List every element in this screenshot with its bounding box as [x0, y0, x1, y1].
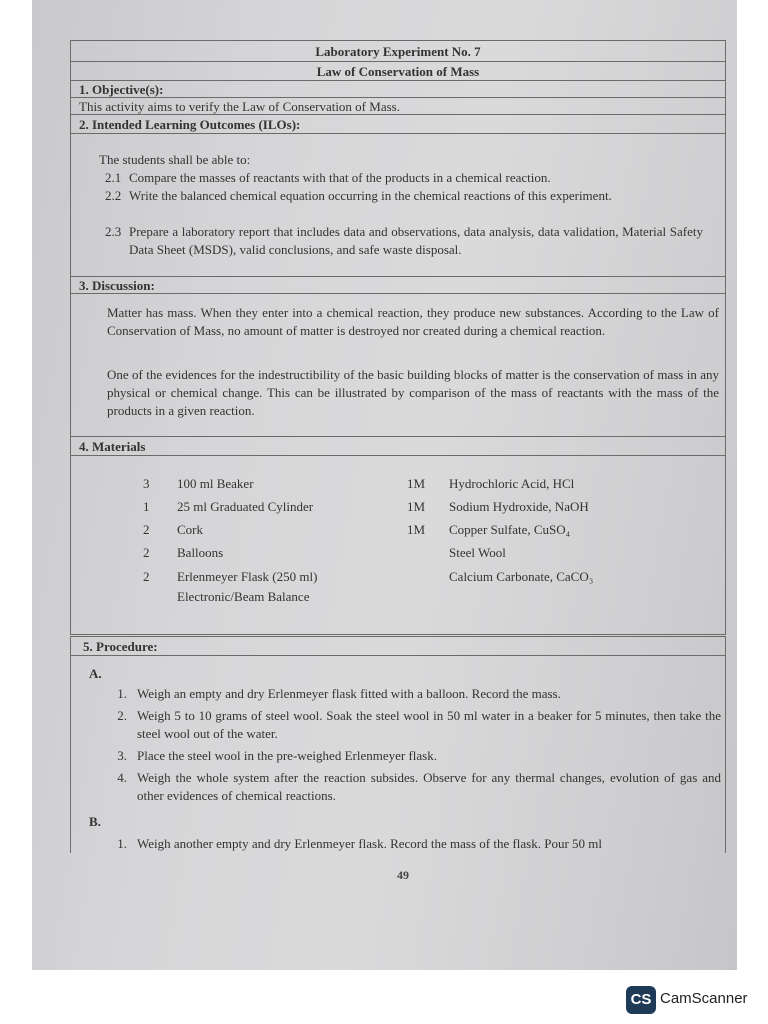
chemical-concentration: 1M [407, 499, 426, 514]
title-row-1 [70, 40, 726, 62]
ilo-number: 2.1 [105, 170, 122, 185]
materials-heading: 4. Materials [79, 439, 146, 454]
discussion-body-row [70, 293, 726, 437]
ilos-heading: 2. Intended Learning Outcomes (ILOs): [79, 117, 301, 132]
chemical-item: Sodium Hydroxide, NaOH [449, 499, 589, 514]
step-text: Weigh an empty and dry Erlenmeyer flask fitted with a balloon. Record the mass. [137, 686, 561, 701]
discussion-heading-row [70, 276, 726, 294]
chemical-item: Calcium Carbonate, CaCO₃ [449, 569, 594, 584]
step-text: Weigh another empty and dry Erlenmeyer flask. Record the mass of the flask. Pour 50 ml [137, 836, 603, 851]
material-item: Electronic/Beam Balance [177, 589, 310, 604]
ilos-heading-row [70, 114, 726, 134]
objectives-heading: 1. Objective(s): [79, 82, 164, 97]
chemical-item: Steel Wool [449, 545, 506, 560]
ilo-text: Write the balanced chemical equation occurring in the chemical reactions of this experiment. [129, 188, 612, 203]
camscanner-logo-icon: CS [626, 986, 656, 1014]
material-item: Erlenmeyer Flask (250 ml) [177, 569, 318, 584]
camscanner-watermark: CamScanner [660, 990, 748, 1007]
material-item: 100 ml Beaker [177, 476, 254, 491]
step-number: 2. [117, 708, 127, 723]
discussion-heading: 3. Discussion: [79, 278, 155, 293]
title-row-2 [70, 61, 726, 81]
ilo-text: Compare the masses of reactants with that of the products in a chemical reaction. [129, 170, 551, 185]
chemical-concentration: 1M [407, 476, 426, 491]
experiment-number: Laboratory Experiment No. 7 [315, 44, 481, 59]
chemical-item: Hydrochloric Acid, HCl [449, 476, 575, 491]
step-text: Weigh 5 to 10 grams of steel wool. Soak the steel wool in 50 ml water in a beaker for 5 minutes, then take the steel wool out of the water. [137, 708, 721, 741]
material-qty: 2 [143, 545, 150, 560]
step-number: 3. [117, 748, 127, 763]
ilos-intro: The students shall be able to: [99, 152, 251, 167]
experiment-title: Law of Conservation of Mass [316, 64, 480, 79]
material-qty: 2 [143, 569, 150, 584]
ilo-number: 2.2 [105, 188, 122, 203]
material-item: Balloons [177, 545, 224, 560]
step-text: Place the steel wool in the pre-weighed Erlenmeyer flask. [137, 748, 437, 763]
experiment-document [70, 40, 728, 852]
material-qty: 2 [143, 522, 150, 537]
procedure-heading: 5. Procedure: [83, 639, 158, 654]
objectives-text-row [70, 97, 726, 115]
material-item: Cork [177, 522, 203, 537]
step-number: 1. [117, 686, 127, 701]
ilo-number: 2.3 [105, 224, 122, 239]
materials-body-row [70, 455, 726, 635]
objectives-heading-row [70, 80, 726, 98]
material-qty: 1 [143, 499, 150, 514]
ilo-text: Prepare a laboratory report that includes data and observations, data analysis, data validation, Material Safety Data Sheet (MSDS), valid conclusions, and safe waste disposal. [129, 224, 703, 257]
step-text: Weigh the whole system after the reaction subsides. Observe for any thermal changes, evolution of gas and other evidences of chemical reactions. [137, 770, 721, 803]
material-item: 25 ml Graduated Cylinder [177, 499, 314, 514]
procedure-part-b: B. [89, 814, 101, 829]
step-number: 1. [117, 836, 127, 851]
procedure-heading-row [70, 636, 726, 656]
objectives-text: This activity aims to verify the Law of Conservation of Mass. [79, 99, 400, 114]
step-number: 4. [117, 770, 127, 785]
material-qty: 3 [143, 476, 150, 491]
procedure-body-row [70, 655, 726, 853]
procedure-part-a: A. [89, 666, 102, 681]
discussion-paragraph: Matter has mass. When they enter into a chemical reaction, they produce new substances. According to the Law of Conservation of Mass, no amount of matter is destroyed nor created during a chemical reaction. [107, 305, 719, 338]
materials-heading-row [70, 436, 726, 456]
chemical-item: Copper Sulfate, CuSO₄ [449, 522, 571, 537]
ilos-body-row [70, 133, 726, 277]
page-number: 49 [397, 868, 409, 882]
discussion-paragraph: One of the evidences for the indestructibility of the basic building blocks of matter is the conservation of mass in any physical or chemical change. This can be illustrated by comparison of the mass of reactants with the mass of the products in a given reaction. [107, 367, 719, 418]
chemical-concentration: 1M [407, 522, 426, 537]
